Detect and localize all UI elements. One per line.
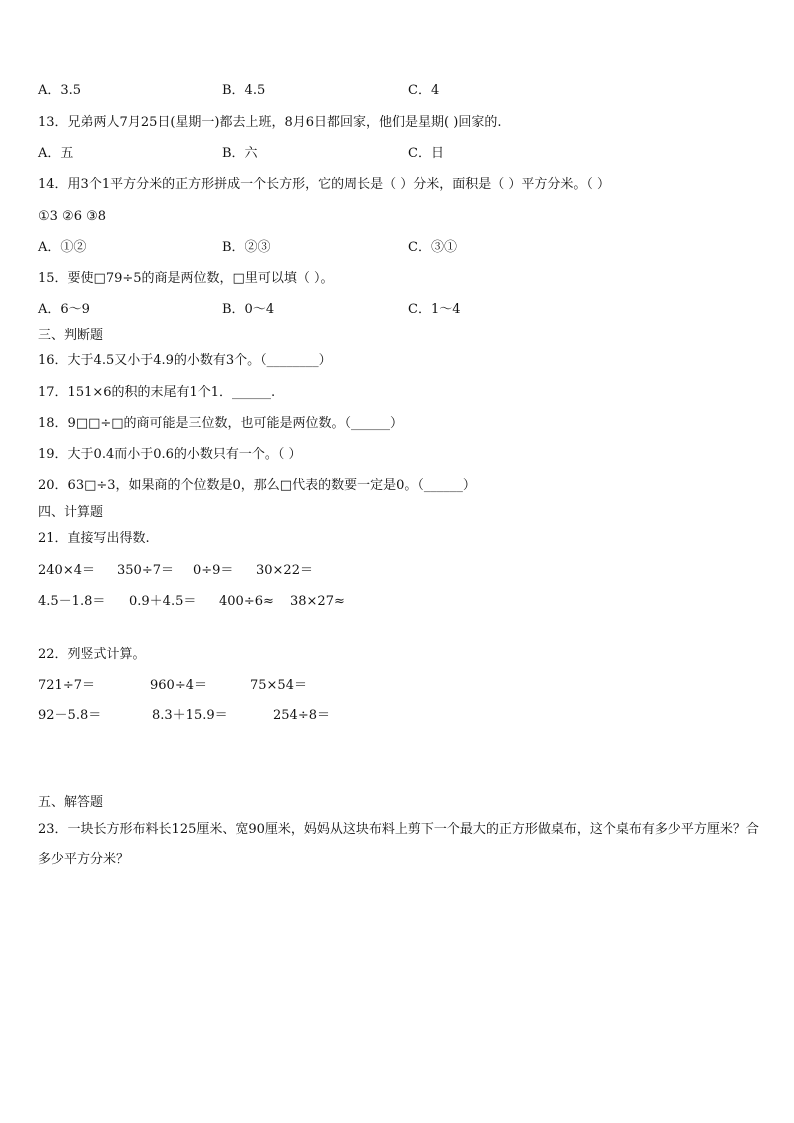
q21-title: 21．直接写出得数. [38,531,150,546]
q22-expr: 721÷7＝ [38,678,95,693]
q14-option-b: B．②③ [222,240,271,255]
q21-expr: 0.9＋4.5＝ [129,594,197,609]
section-title-judgement: 三、判断题 [38,328,104,343]
q21-expr: 30×22＝ [256,563,313,578]
q14-option-c: C．③① [408,240,457,255]
q21-expr: 350÷7＝ [117,563,174,578]
q13-option-b: B．六 [222,146,258,161]
section-title-calculation: 四、计算题 [38,505,104,520]
q19-text: 19．大于0.4而小于0.6的小数只有一个。（ ） [38,447,302,462]
q21-expr: 38×27≈ [290,594,345,609]
q22-expr: 254÷8＝ [273,708,330,723]
q21-expr: 400÷6≈ [219,594,274,609]
q22-expr: 75×54＝ [250,678,307,693]
q22-expr: 8.3＋15.9＝ [152,708,228,723]
q15-text: 15．要使□79÷5的商是两位数，□里可以填（ ）。 [38,271,334,286]
q15-option-c: C．1～4 [408,302,461,317]
q15-option-b: B．0～4 [222,302,275,317]
q14-option-a: A．①② [38,240,87,255]
q15-option-a: A．6～9 [38,302,90,317]
q17-text: 17．151×6的积的末尾有1个1．______. [38,385,276,400]
q13-option-a: A．五 [38,146,74,161]
q22-title: 22．列竖式计算。 [38,647,146,662]
q13-option-c: C．日 [408,146,444,161]
q12-option-c: C．4 [408,83,440,98]
q22-expr: 960÷4＝ [150,678,207,693]
q21-expr: 0÷9＝ [193,563,234,578]
section-title-word-problems: 五、解答题 [38,795,104,810]
q13-text: 13．兄弟两人7月25日(星期一)都去上班，8月6日都回家，他们是星期( )回家的. [38,115,502,130]
q21-expr: 240×4＝ [38,563,95,578]
q16-text: 16．大于4.5又小于4.9的小数有3个。（________） [38,353,332,368]
q12-option-a: A．3.5 [38,83,82,98]
q18-text: 18．9□□÷□的商可能是三位数，也可能是两位数。（______） [38,416,404,431]
q21-expr: 4.5－1.8＝ [38,594,106,609]
q14-choices: ①3 ②6 ③8 [38,209,107,224]
q14-text: 14．用3个1平方分米的正方形拼成一个长方形，它的周长是（ ）分米，面积是（ ）平方分米。（ ） [38,177,610,192]
q23-text: 23．一块长方形布料长125厘米、宽90厘米，妈妈从这块布料上剪下一个最大的正方形做桌布，这个桌布有多少平方厘米？合多少平方分米？ [38,822,759,867]
q22-expr: 92－5.8＝ [38,708,102,723]
q20-text: 20．63□÷3，如果商的个位数是0，那么□代表的数要一定是0。（______） [38,478,476,493]
q12-option-b: B．4.5 [222,83,266,98]
